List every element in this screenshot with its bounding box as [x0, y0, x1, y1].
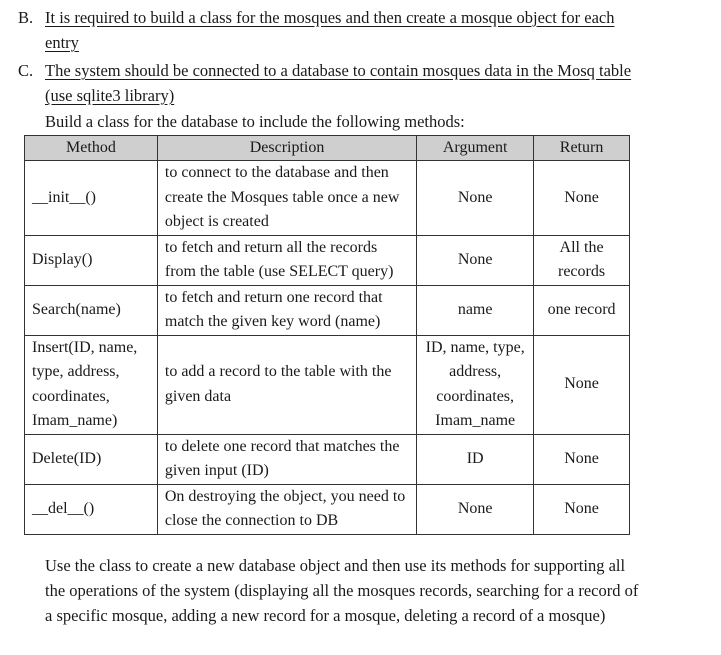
table-row — [25, 335, 630, 434]
cell-argument: name — [417, 285, 534, 335]
table-intro: Build a class for the database to include the following methods: — [45, 112, 465, 131]
list-marker: C. — [18, 61, 34, 80]
cell-return: None — [534, 484, 630, 534]
cell-return: one record — [534, 285, 630, 335]
methods-table — [24, 135, 630, 535]
list-marker: B. — [18, 8, 34, 27]
table-row — [25, 161, 630, 236]
header-argument: Argument — [417, 136, 534, 161]
cell-return: None — [534, 161, 630, 236]
header-return: Return — [534, 136, 630, 161]
closing-paragraph: Use the class to create a new database object and then use its methods for supporting all the operations of the system (displaying all the mosques records, searching for a record of a specific mosque, adding a new record for a mosque, deleting a record of a mosque) — [45, 556, 639, 625]
cell-method: __del__() — [25, 484, 158, 534]
list-item-text: The system should be connected to a database to contain mosques data in the Mosq table (use sqlite3 library) — [45, 61, 632, 105]
cell-argument: None — [417, 235, 534, 285]
cell-description: On destroying the object, you need to close the connection to DB — [157, 484, 416, 534]
cell-description: to delete one record that matches the given input (ID) — [157, 434, 416, 484]
cell-description: to fetch and return all the records from the table (use SELECT query) — [157, 235, 416, 285]
cell-method: __init__() — [25, 161, 158, 236]
cell-argument: ID — [417, 434, 534, 484]
cell-description: to connect to the database and then create the Mosques table once a new object is created — [157, 161, 416, 236]
cell-argument: None — [417, 484, 534, 534]
table-row — [25, 484, 630, 534]
cell-return: All the records — [534, 235, 630, 285]
list-item-text: It is required to build a class for the mosques and then create a mosque object for each entry — [45, 8, 615, 52]
cell-argument: ID, name, type, address, coordinates, Imam_name — [417, 335, 534, 434]
header-description: Description — [157, 136, 416, 161]
cell-method: Search(name) — [25, 285, 158, 335]
cell-method: Insert(ID, name, type, address, coordinates, Imam_name) — [25, 335, 158, 434]
table-row — [25, 434, 630, 484]
table-row — [25, 235, 630, 285]
table-header-row — [25, 136, 630, 161]
cell-return: None — [534, 434, 630, 484]
cell-method: Display() — [25, 235, 158, 285]
cell-description: to fetch and return one record that match the given key word (name) — [157, 285, 416, 335]
cell-method: Delete(ID) — [25, 434, 158, 484]
header-method: Method — [25, 136, 158, 161]
table-row — [25, 285, 630, 335]
cell-description: to add a record to the table with the given data — [157, 335, 416, 434]
cell-return: None — [534, 335, 630, 434]
cell-argument: None — [417, 161, 534, 236]
